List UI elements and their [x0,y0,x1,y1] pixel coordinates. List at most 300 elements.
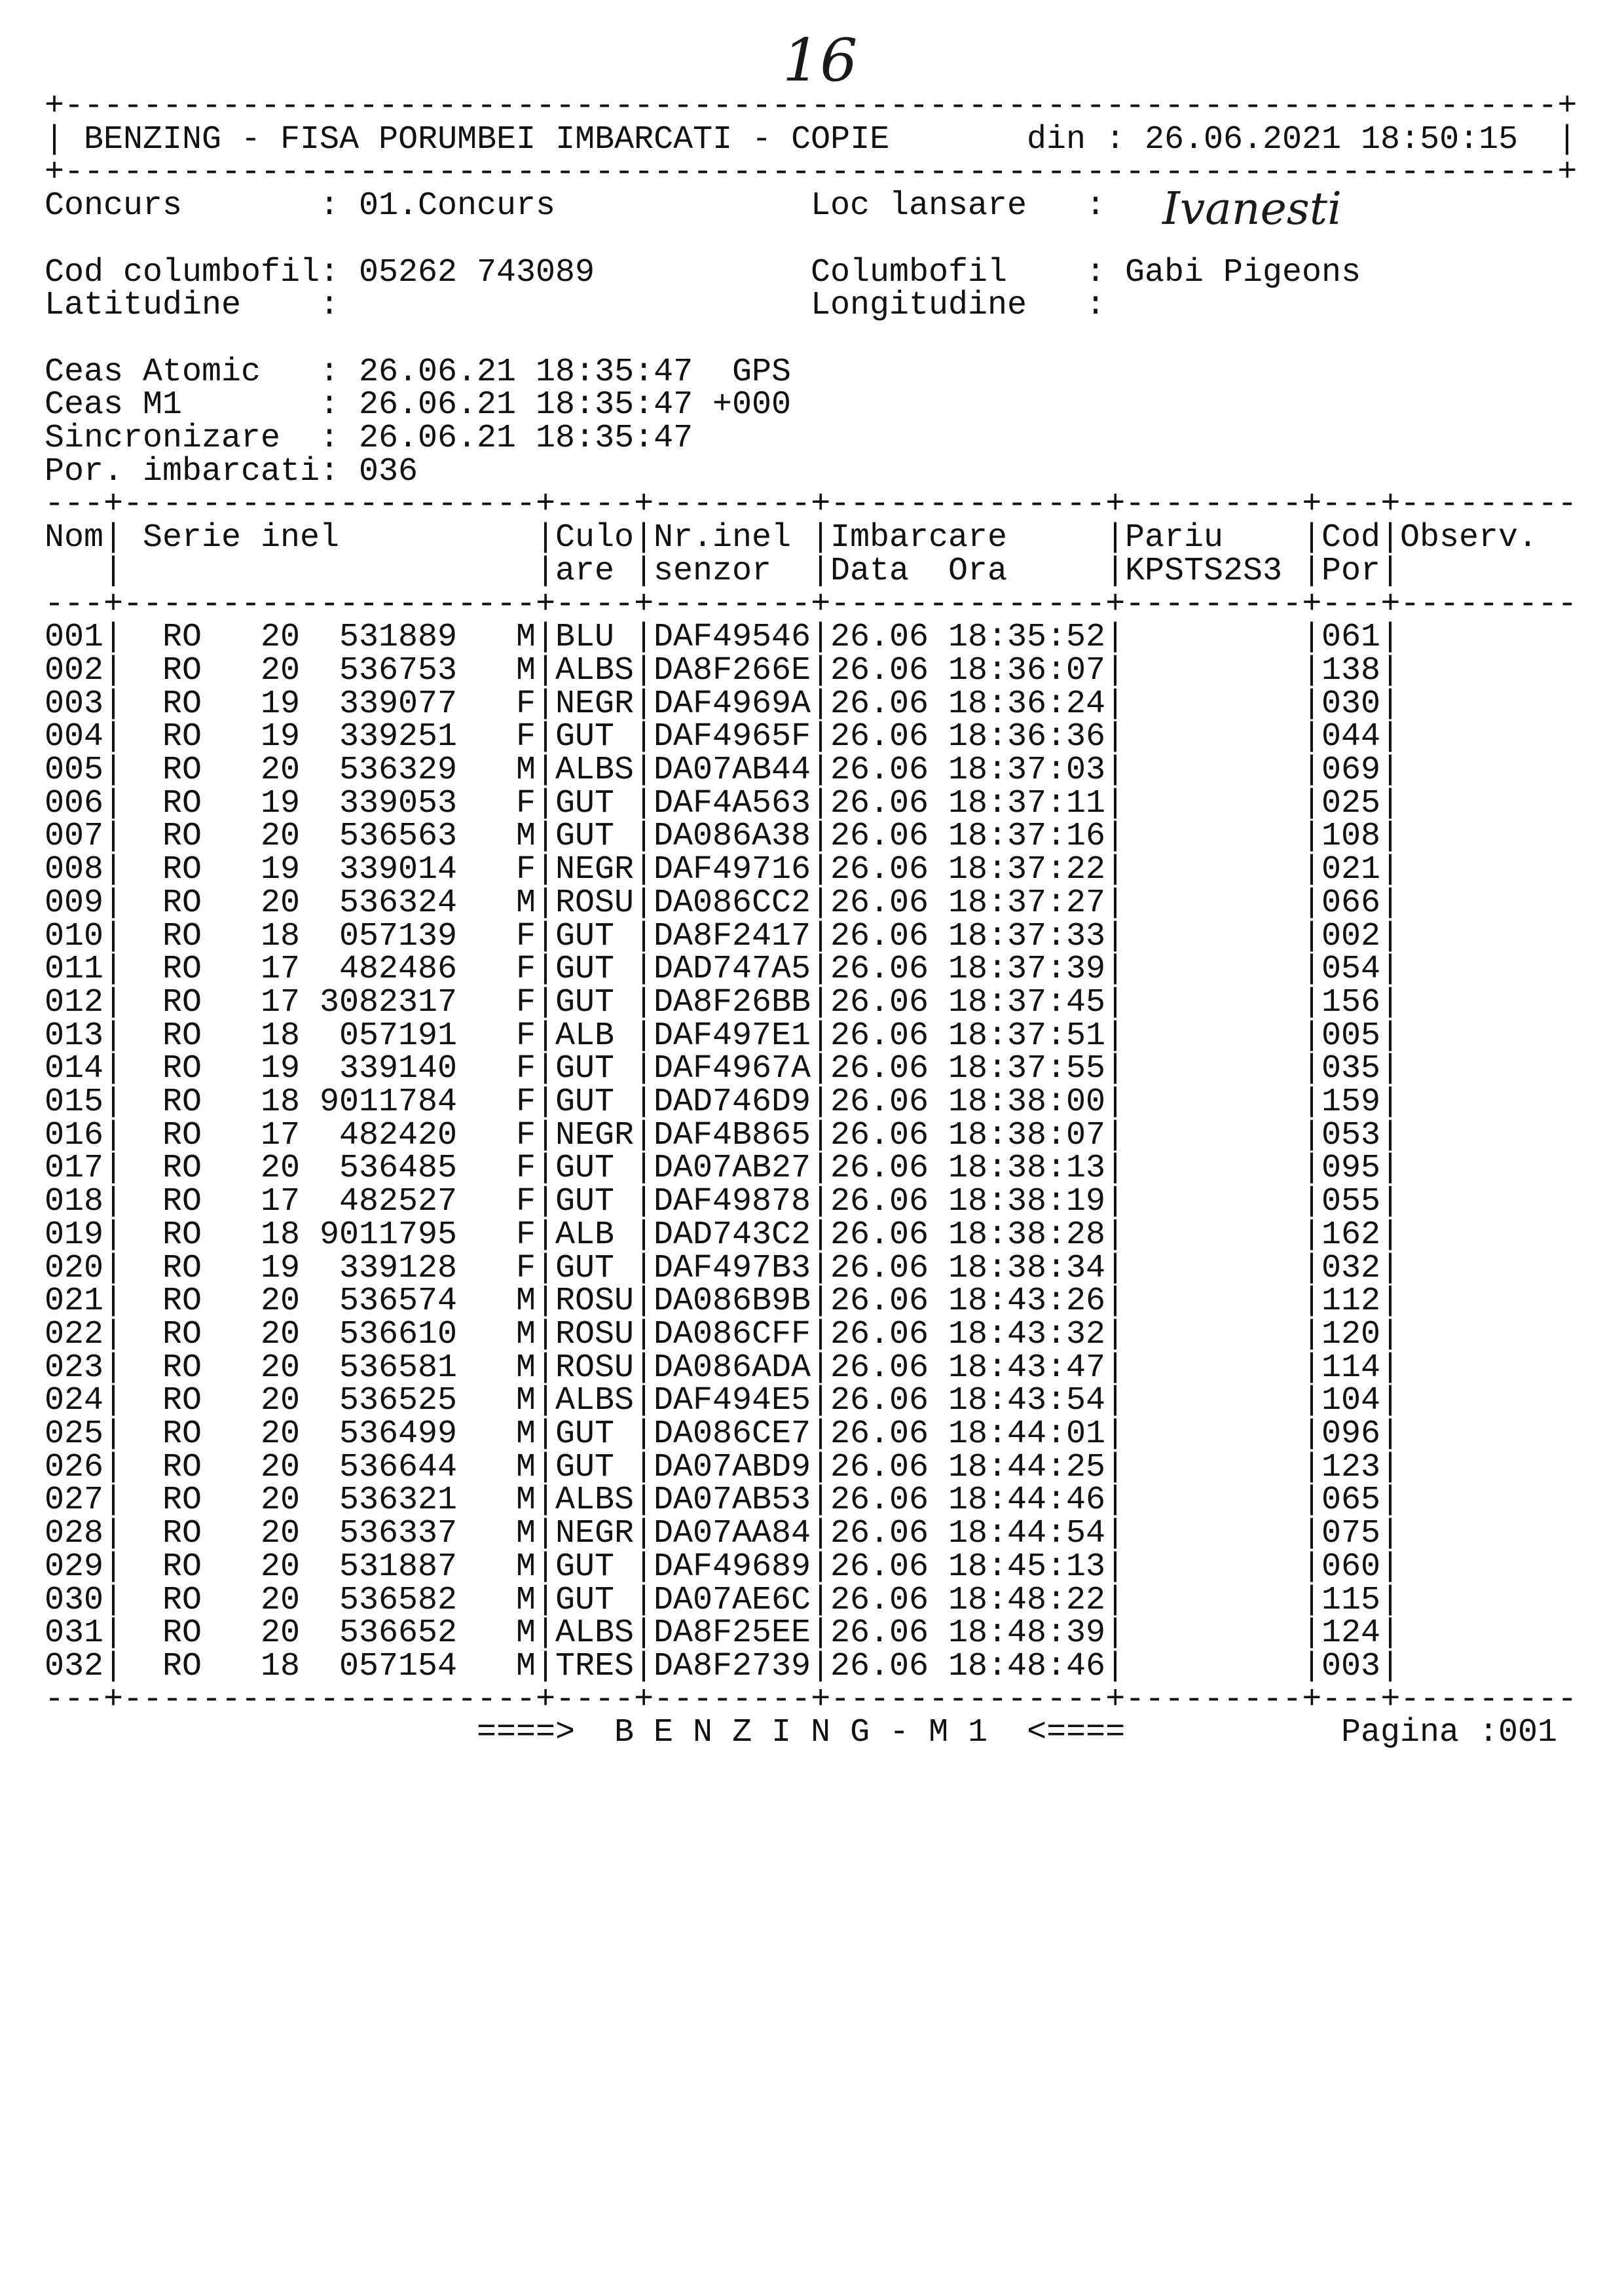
column-divider: | [536,917,556,955]
column-divider: | [811,718,831,756]
row-time: 18:36:24 [948,685,1106,723]
row-time: 18:48:39 [948,1614,1106,1652]
row-sensor-ring: DAF494E5 [654,1382,811,1420]
row-cod: 112 [1321,1283,1381,1321]
row-color: GUT [555,1415,615,1453]
column-divider: | [1380,1647,1401,1685]
column-divider: | [634,1283,654,1321]
row-cod: 044 [1321,718,1381,756]
row-sex: F [516,1050,536,1088]
column-divider: | [1105,1415,1126,1453]
row-time: 18:44:54 [948,1515,1106,1553]
row-country: RO [162,917,202,955]
column-divider: | [1380,1548,1401,1586]
row-cod: 065 [1321,1482,1381,1520]
column-divider: | [634,1017,654,1055]
column-divider: | [1105,951,1126,989]
row-date: 26.06 [830,718,929,756]
column-divider: | [1302,1614,1322,1652]
row-nom: 012 [45,983,104,1021]
column-divider: | [1380,1116,1401,1154]
row-sex: M [516,651,536,689]
row-cod: 002 [1321,917,1381,955]
row-date: 26.06 [830,1614,929,1652]
row-date: 26.06 [830,1283,929,1321]
row-time: 18:37:27 [948,884,1106,922]
column-divider: | [103,1647,124,1685]
column-divider: | [103,983,124,1021]
row-ring-number: 339251 [339,718,458,756]
column-divider: | [634,1349,654,1387]
por-imbarcati-label: Por. imbarcati: [45,452,340,490]
row-color: ROSU [555,884,635,922]
row-sex: F [516,1084,536,1121]
row-color: GUT [555,1249,615,1287]
row-nom: 013 [45,1017,104,1055]
row-time: 18:44:46 [948,1482,1106,1520]
row-cod: 021 [1321,851,1381,889]
row-nom: 009 [45,884,104,922]
column-divider: | [536,752,556,789]
title-bar-right: | [1557,120,1578,158]
row-country: RO [162,1548,202,1586]
column-divider: | [103,1050,124,1088]
row-country: RO [162,1315,202,1353]
column-divider: | [634,1548,654,1586]
columbofil-value: : Gabi Pigeons [1086,253,1361,291]
row-cod: 035 [1321,1050,1381,1088]
table-separator-top: ---+---------------------+----+--------+--------------+---------+---+--------- [45,486,1578,524]
row-nom: 032 [45,1647,104,1685]
column-divider: | [1105,1050,1126,1088]
row-cod: 053 [1321,1116,1381,1154]
row-sensor-ring: DAF49689 [654,1548,811,1586]
column-divider: | [1380,1017,1401,1055]
row-country: RO [162,983,202,1021]
column-divider: | [811,1515,831,1553]
row-time: 18:48:22 [948,1581,1106,1619]
column-divider: | [103,884,124,922]
row-cod: 124 [1321,1614,1381,1652]
column-divider: | [103,917,124,955]
latitudine-label: Latitudine [45,287,242,325]
row-sex: M [516,1515,536,1553]
row-nom: 016 [45,1116,104,1154]
row-time: 18:37:22 [948,851,1106,889]
column-divider: | [1302,1482,1322,1520]
column-divider: | [536,1150,556,1188]
row-ring-number: 536324 [339,884,458,922]
row-color: GUT [555,818,615,856]
row-year: 17 [261,951,301,989]
column-divider: | [634,1647,654,1685]
row-date: 26.06 [830,1315,929,1353]
column-divider: | [1302,1415,1322,1453]
row-ring-number: 9011784 [320,1084,458,1121]
column-divider: | [1380,1448,1401,1486]
row-color: ALB [555,1216,615,1254]
column-divider: | [634,651,654,689]
row-time: 18:38:07 [948,1116,1106,1154]
col-header-data: Data [830,552,910,590]
row-sex: F [516,1249,536,1287]
column-divider: | [1380,1482,1401,1520]
row-country: RO [162,1647,202,1685]
row-date: 26.06 [830,884,929,922]
column-divider: | [536,552,556,590]
row-ring-number: 482486 [339,951,458,989]
row-sex: F [516,1150,536,1188]
column-divider: | [1302,818,1322,856]
row-color: GUT [555,951,615,989]
row-date: 26.06 [830,752,929,789]
column-divider: | [1105,1017,1126,1055]
row-ring-number: 536321 [339,1482,458,1520]
column-divider: | [1380,1614,1401,1652]
row-year: 20 [261,1448,301,1486]
row-ring-number: 531889 [339,619,458,657]
row-sensor-ring: DA8F25EE [654,1614,811,1652]
col-header-pariu: Pariu [1125,519,1224,557]
column-divider: | [1302,519,1322,557]
title-bar-left: | [45,120,65,158]
column-divider: | [1105,1482,1126,1520]
column-divider: | [536,1448,556,1486]
column-divider: | [1380,1084,1401,1121]
row-sensor-ring: DA086CC2 [654,884,811,922]
column-divider: | [1302,1448,1322,1486]
row-date: 26.06 [830,1647,929,1685]
column-divider: | [1105,651,1126,689]
column-divider: | [634,818,654,856]
row-date: 26.06 [830,784,929,822]
row-color: ALBS [555,651,635,689]
row-ring-number: 536329 [339,752,458,789]
row-ring-number: 339128 [339,1249,458,1287]
column-divider: | [811,685,831,723]
column-divider: | [634,884,654,922]
row-ring-number: 536574 [339,1283,458,1321]
row-color: ALB [555,1017,615,1055]
column-divider: | [1302,552,1322,590]
column-divider: | [103,951,124,989]
row-cod: 162 [1321,1216,1381,1254]
row-time: 18:35:52 [948,619,1106,657]
column-divider: | [536,1614,556,1652]
row-ring-number: 536644 [339,1448,458,1486]
column-divider: | [1105,1150,1126,1188]
row-time: 18:38:28 [948,1216,1106,1254]
row-nom: 031 [45,1614,104,1652]
column-divider: | [811,1017,831,1055]
column-divider: | [634,1084,654,1121]
row-color: ALBS [555,1614,635,1652]
column-divider: | [811,784,831,822]
row-year: 18 [261,1017,301,1055]
row-date: 26.06 [830,1249,929,1287]
row-country: RO [162,1116,202,1154]
row-date: 26.06 [830,1448,929,1486]
row-cod: 066 [1321,884,1381,922]
column-divider: | [811,1614,831,1652]
column-divider: | [536,1647,556,1685]
row-time: 18:44:25 [948,1448,1106,1486]
column-divider: | [1380,1315,1401,1353]
column-divider: | [811,651,831,689]
row-sex: M [516,619,536,657]
column-divider: | [811,552,831,590]
column-divider: | [536,1084,556,1121]
column-divider: | [1302,1581,1322,1619]
column-divider: | [1105,752,1126,789]
row-time: 18:45:13 [948,1548,1106,1586]
row-year: 20 [261,1315,301,1353]
column-divider: | [634,718,654,756]
row-ring-number: 9011795 [320,1216,458,1254]
column-divider: | [1380,552,1401,590]
row-date: 26.06 [830,851,929,889]
column-divider: | [1105,983,1126,1021]
row-sensor-ring: DA086CE7 [654,1415,811,1453]
ceas-atomic-value: : 26.06.21 18:35:47 [320,353,693,391]
column-divider: | [811,1349,831,1387]
row-time: 18:38:00 [948,1084,1106,1121]
row-country: RO [162,1482,202,1520]
column-divider: | [103,1581,124,1619]
row-sensor-ring: DAD747A5 [654,951,811,989]
column-divider: | [1302,1382,1322,1420]
row-ring-number: 339014 [339,851,458,889]
column-divider: | [811,851,831,889]
column-divider: | [103,1448,124,1486]
row-sex: M [516,884,536,922]
column-divider: | [1105,1647,1126,1685]
column-divider: | [1105,784,1126,822]
row-cod: 095 [1321,1150,1381,1188]
row-time: 18:36:36 [948,718,1106,756]
row-ring-number: 531887 [339,1548,458,1586]
column-divider: | [103,818,124,856]
row-ring-number: 536499 [339,1415,458,1453]
row-date: 26.06 [830,951,929,989]
row-ring-number: 482420 [339,1116,458,1154]
column-divider: | [634,983,654,1021]
row-color: GUT [555,1084,615,1121]
row-cod: 114 [1321,1349,1381,1387]
row-year: 20 [261,1283,301,1321]
row-cod: 054 [1321,951,1381,989]
ceas-m1-label: Ceas M1 [45,386,183,424]
row-cod: 032 [1321,1249,1381,1287]
column-divider: | [634,1581,654,1619]
column-divider: | [1105,1614,1126,1652]
row-sex: M [516,752,536,789]
row-sex: M [516,1415,536,1453]
row-time: 18:37:03 [948,752,1106,789]
row-sensor-ring: DA8F266E [654,651,811,689]
row-sex: F [516,951,536,989]
row-sensor-ring: DAF4B865 [654,1116,811,1154]
row-nom: 028 [45,1515,104,1553]
row-cod: 115 [1321,1581,1381,1619]
row-sensor-ring: DAD743C2 [654,1216,811,1254]
row-color: GUT [555,1050,615,1088]
loc-lansare-label: Loc lansare [811,187,1027,225]
col-header-culoare: Culo [555,519,635,557]
row-color: ALBS [555,1382,635,1420]
column-divider: | [1105,1448,1126,1486]
row-nom: 010 [45,917,104,955]
row-nom: 005 [45,752,104,789]
row-cod: 025 [1321,784,1381,822]
column-divider: | [1380,1183,1401,1221]
row-year: 20 [261,619,301,657]
row-country: RO [162,1249,202,1287]
row-country: RO [162,951,202,989]
row-sensor-ring: DA07AE6C [654,1581,811,1619]
row-country: RO [162,1349,202,1387]
column-divider: | [1302,951,1322,989]
row-color: TRES [555,1647,635,1685]
row-nom: 001 [45,619,104,657]
row-nom: 004 [45,718,104,756]
column-divider: | [103,1283,124,1321]
column-divider: | [634,519,654,557]
row-ring-number: 536337 [339,1515,458,1553]
column-divider: | [811,1150,831,1188]
row-date: 26.06 [830,1084,929,1121]
row-country: RO [162,1581,202,1619]
row-ring-number: 339053 [339,784,458,822]
row-sex: M [516,1482,536,1520]
column-divider: | [1380,752,1401,789]
latitudine-value: : [320,287,340,325]
row-time: 18:38:19 [948,1183,1106,1221]
row-cod: 120 [1321,1315,1381,1353]
column-divider: | [103,1150,124,1188]
longitudine-label: Longitudine [811,287,1027,325]
row-nom: 011 [45,951,104,989]
row-date: 26.06 [830,1515,929,1553]
column-divider: | [1380,784,1401,822]
column-divider: | [536,1349,556,1387]
column-divider: | [1105,1349,1126,1387]
column-divider: | [1302,685,1322,723]
row-color: ROSU [555,1349,635,1387]
row-sensor-ring: DAF4969A [654,685,811,723]
row-date: 26.06 [830,619,929,657]
row-ring-number: 057154 [339,1647,458,1685]
column-divider: | [536,784,556,822]
column-divider: | [811,1315,831,1353]
column-divider: | [103,1349,124,1387]
column-divider: | [536,1415,556,1453]
column-divider: | [103,1382,124,1420]
row-nom: 023 [45,1349,104,1387]
column-divider: | [1302,1647,1322,1685]
row-date: 26.06 [830,818,929,856]
row-time: 18:48:46 [948,1647,1106,1685]
row-sensor-ring: DAF49716 [654,851,811,889]
column-divider: | [811,752,831,789]
column-divider: | [536,1315,556,1353]
row-year: 20 [261,1349,301,1387]
column-divider: | [536,651,556,689]
concurs-label: Concurs [45,187,183,225]
col-header-ora: Ora [948,552,1008,590]
column-divider: | [1380,1349,1401,1387]
column-divider: | [536,1216,556,1254]
column-divider: | [1380,1415,1401,1453]
row-date: 26.06 [830,1415,929,1453]
column-divider: | [1380,818,1401,856]
row-nom: 030 [45,1581,104,1619]
row-country: RO [162,784,202,822]
row-color: NEGR [555,851,635,889]
row-date: 26.06 [830,917,929,955]
row-year: 20 [261,1382,301,1420]
row-sex: F [516,1017,536,1055]
column-divider: | [811,1116,831,1154]
row-sex: M [516,1647,536,1685]
column-divider: | [536,1116,556,1154]
row-nom: 025 [45,1415,104,1453]
column-divider: | [811,1548,831,1586]
row-date: 26.06 [830,685,929,723]
column-divider: | [536,1050,556,1088]
row-country: RO [162,619,202,657]
column-divider: | [103,851,124,889]
longitudine-value: : [1086,287,1106,325]
column-divider: | [1105,1283,1126,1321]
column-divider: | [1380,1382,1401,1420]
row-time: 18:43:47 [948,1349,1106,1387]
column-divider: | [1380,1581,1401,1619]
row-cod: 060 [1321,1548,1381,1586]
row-sex: F [516,784,536,822]
column-divider: | [103,1249,124,1287]
column-divider: | [1302,1084,1322,1121]
separator-title-bottom: +----------------------------------------------------------------------------+ [45,154,1578,192]
column-divider: | [1302,752,1322,789]
row-color: ALBS [555,752,635,789]
row-time: 18:37:39 [948,951,1106,989]
row-cod: 096 [1321,1415,1381,1453]
row-sensor-ring: DAF497E1 [654,1017,811,1055]
row-time: 18:37:33 [948,917,1106,955]
row-country: RO [162,685,202,723]
row-sensor-ring: DAF49546 [654,619,811,657]
column-divider: | [811,1581,831,1619]
row-time: 18:36:07 [948,651,1106,689]
column-divider: | [103,651,124,689]
column-divider: | [1302,1283,1322,1321]
row-sensor-ring: DA086A38 [654,818,811,856]
row-color: GUT [555,1581,615,1619]
row-sex: M [516,1349,536,1387]
column-divider: | [103,1614,124,1652]
col-header-serie-inel: Serie inel [143,519,340,557]
column-divider: | [536,718,556,756]
row-color: NEGR [555,1515,635,1553]
column-divider: | [1105,1581,1126,1619]
row-sensor-ring: DA086B9B [654,1283,811,1321]
column-divider: | [103,1216,124,1254]
row-time: 18:38:34 [948,1249,1106,1287]
row-nom: 029 [45,1548,104,1586]
column-divider: | [536,619,556,657]
column-divider: | [1380,851,1401,889]
